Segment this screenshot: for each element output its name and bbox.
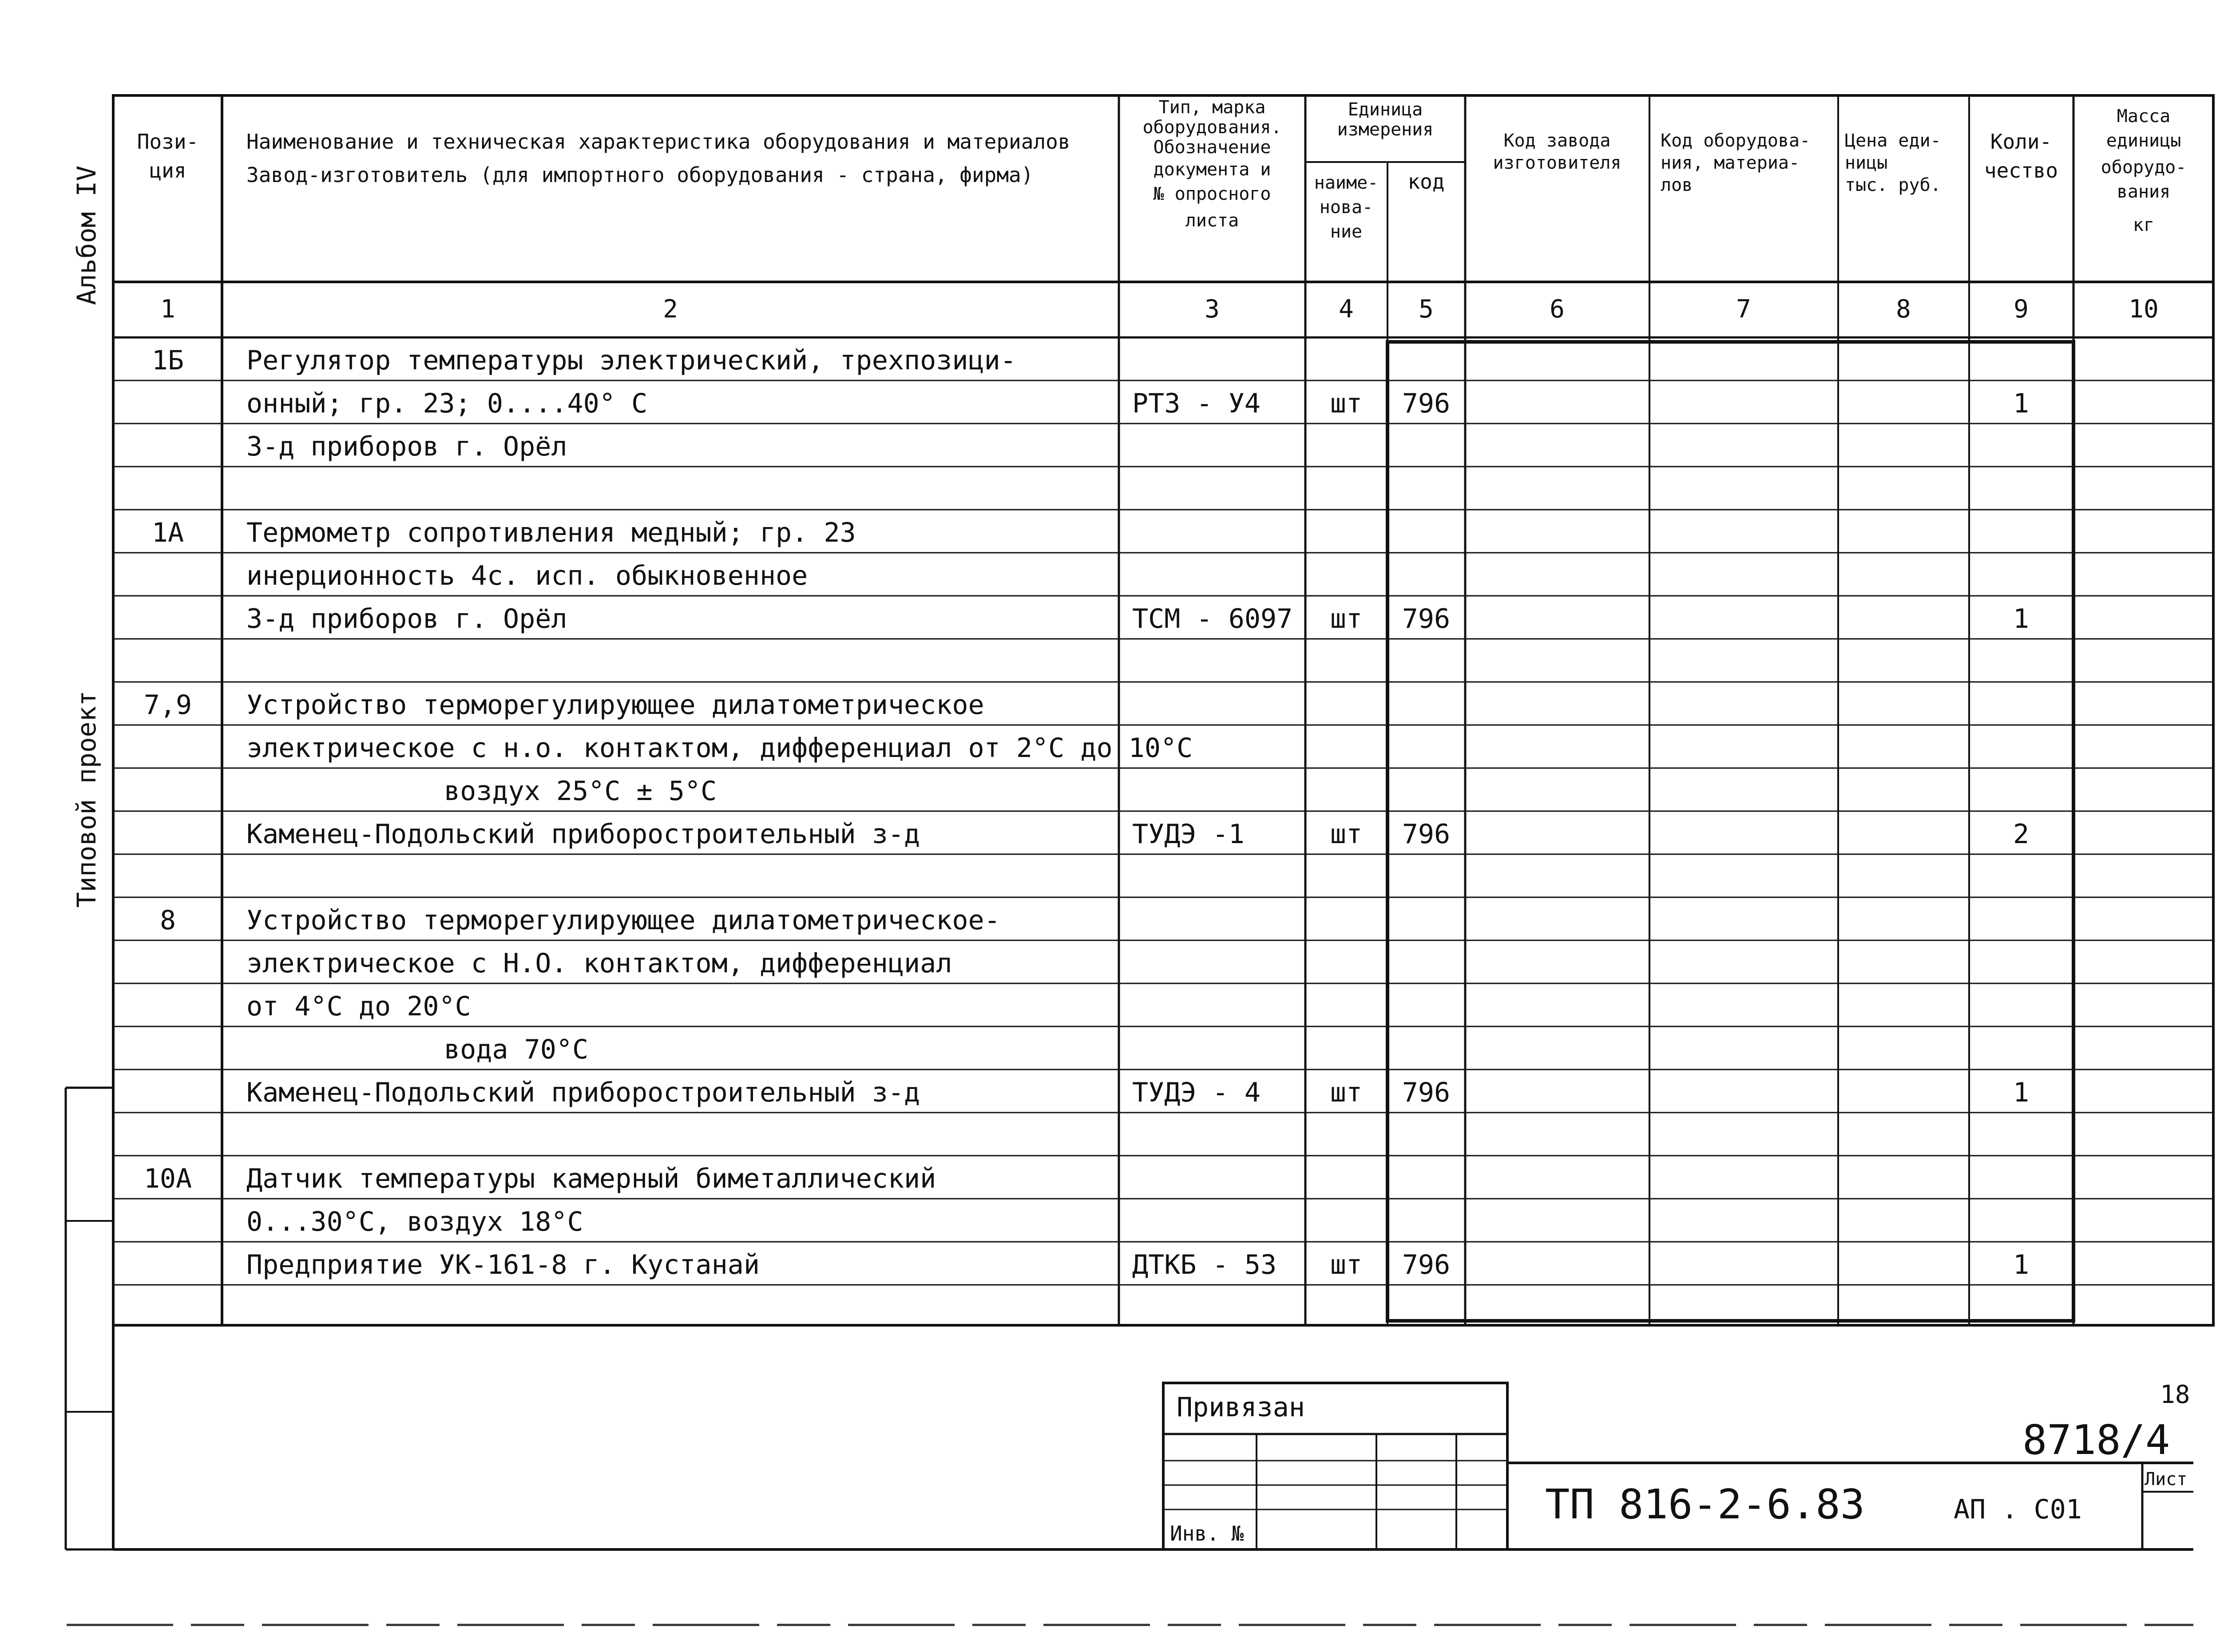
header-text: Цена еди- xyxy=(1845,131,1941,151)
table-row xyxy=(246,431,567,462)
header-text: изготовителя xyxy=(1493,153,1621,173)
table-row xyxy=(246,388,2029,419)
cell-desc: Устройство терморегулирующее дилатометрическое- xyxy=(246,905,1000,936)
header-text: наиме- xyxy=(1314,173,1379,193)
header-text: измерения xyxy=(1337,119,1434,140)
cell-desc: Предприятие УК-161-8 г. Кустанай xyxy=(246,1249,760,1280)
header-text: Обозначение xyxy=(1153,137,1271,158)
header-equip-code xyxy=(1661,131,1810,195)
header-text: оборудо- xyxy=(2101,157,2187,178)
header-position xyxy=(137,130,198,182)
cell-unit: шт xyxy=(1330,388,1363,419)
column-number: 9 xyxy=(2014,295,2029,324)
cell-type: ТСМ - 6097 xyxy=(1132,603,1293,634)
stamp-sheet-code: АП . С01 xyxy=(1954,1494,2082,1525)
cell-code: 796 xyxy=(1402,819,1451,850)
header-text: чество xyxy=(1984,158,2058,182)
header-text: тыс. руб. xyxy=(1845,175,1941,195)
title-block xyxy=(1163,1380,2193,1549)
cell-desc: вода 70°С xyxy=(444,1034,589,1065)
header-text: ция xyxy=(149,158,186,182)
table-row xyxy=(160,905,1000,936)
header-text: листа xyxy=(1185,210,1239,231)
stamp-sheet-label: Лист xyxy=(2145,1469,2188,1490)
header-text: Код завода xyxy=(1503,131,1611,151)
cell-qty: 1 xyxy=(2013,388,2030,419)
header-name xyxy=(246,130,1070,187)
cell-unit: шт xyxy=(1330,603,1363,634)
cell-desc: 0...30°С, воздух 18°С xyxy=(246,1206,583,1237)
cell-type: ТУДЭ -1 xyxy=(1132,819,1245,850)
column-numbers xyxy=(160,295,2159,324)
cell-desc: воздух 25°С ± 5°С xyxy=(444,776,717,807)
cell-unit: шт xyxy=(1330,819,1363,850)
column-number: 4 xyxy=(1339,295,1354,324)
header-text: Наименование и техническая характеристика оборудования и материалов xyxy=(246,130,1070,154)
table-row xyxy=(246,733,1193,764)
header-unit xyxy=(1314,99,1445,242)
header-text: ние xyxy=(1330,222,1363,242)
table-row xyxy=(444,1034,588,1065)
column-number: 1 xyxy=(160,295,175,324)
header-text: ния, материа- xyxy=(1661,153,1800,173)
cell-desc: Устройство терморегулирующее дилатометрическое xyxy=(246,689,984,721)
cell-qty: 1 xyxy=(2013,603,2030,634)
cell-desc: Датчик температуры камерный биметаллический xyxy=(246,1163,936,1194)
cell-code: 796 xyxy=(1402,388,1451,419)
cell-type: РТЗ - У4 xyxy=(1132,388,1261,419)
table-row xyxy=(246,1077,2029,1108)
binding-strip xyxy=(66,1088,2193,1549)
stamp-number: 8718/4 xyxy=(2022,1416,2170,1464)
table-row xyxy=(246,1206,583,1237)
side-project-label: Типовой проект xyxy=(71,690,102,908)
header-text: нова- xyxy=(1319,197,1373,218)
header-mass xyxy=(2101,106,2187,235)
column-number: 7 xyxy=(1736,295,1751,324)
cell-type: ТУДЭ - 4 xyxy=(1132,1077,1261,1108)
stamp-inv-label: Инв. № xyxy=(1170,1521,1244,1545)
cell-desc: онный; гр. 23; 0....40° С xyxy=(246,388,648,419)
table-header xyxy=(137,97,2187,242)
cell-pos: 10А xyxy=(143,1163,192,1194)
header-text: вания xyxy=(2117,182,2171,202)
cell-desc: З-д приборов г. Орёл xyxy=(246,431,567,462)
table-body xyxy=(144,345,2029,1280)
cell-pos: 1А xyxy=(151,517,184,548)
table-row xyxy=(144,1163,936,1194)
column-number: 2 xyxy=(663,295,678,324)
header-text: Тип, марка xyxy=(1158,97,1266,118)
header-type xyxy=(1142,97,1281,231)
header-text: Код оборудова- xyxy=(1661,131,1811,151)
cell-code: 796 xyxy=(1402,1249,1451,1280)
cell-pos: 1Б xyxy=(151,345,184,376)
table-row xyxy=(152,345,1016,376)
cell-desc: от 4°С до 20°С xyxy=(246,991,471,1022)
header-text: Пози- xyxy=(137,130,199,154)
header-qty xyxy=(1984,130,2058,182)
column-number: 8 xyxy=(1896,295,1911,324)
cell-desc: Термометр сопротивления медный; гр. 23 xyxy=(246,517,856,548)
header-text: лов xyxy=(1661,175,1693,195)
cell-qty: 2 xyxy=(2013,819,2030,850)
column-number: 3 xyxy=(1205,295,1220,324)
cell-code: 796 xyxy=(1402,603,1451,634)
cell-unit: шт xyxy=(1330,1249,1363,1280)
cell-unit: шт xyxy=(1330,1077,1363,1108)
cell-qty: 1 xyxy=(2013,1249,2030,1280)
cell-pos: 7,9 xyxy=(143,689,192,721)
header-text: ницы xyxy=(1845,153,1888,173)
column-number: 10 xyxy=(2129,295,2159,324)
table-row xyxy=(246,991,471,1022)
table-row xyxy=(152,517,856,548)
cell-desc: электрическое с н.о. контактом, дифференциал от 2°С до 10°С xyxy=(246,733,1193,764)
header-plant-code xyxy=(1493,131,1621,173)
table-row xyxy=(246,560,808,591)
header-text: Коли- xyxy=(1990,130,2052,154)
header-text: Завод-изготовитель (для импортного оборудования - страна, фирма) xyxy=(246,163,1034,187)
cell-desc: Каменец-Подольский приборостроительный з-д xyxy=(246,1077,920,1108)
cell-type: ДТКБ - 53 xyxy=(1132,1249,1277,1280)
side-album-label: Альбом IV xyxy=(71,165,102,305)
header-text: № опросного xyxy=(1153,184,1271,204)
column-number: 6 xyxy=(1550,295,1565,324)
cell-desc: Регулятор температуры электрический, трехпозици- xyxy=(246,345,1016,376)
cell-qty: 1 xyxy=(2013,1077,2030,1108)
table-row xyxy=(246,603,2029,634)
table-row xyxy=(144,689,984,721)
cell-code: 796 xyxy=(1402,1077,1451,1108)
header-text: документа и xyxy=(1153,159,1271,180)
cell-pos: 8 xyxy=(159,905,176,936)
stamp-attached-label: Привязан xyxy=(1177,1392,1305,1423)
table-row xyxy=(246,819,2029,850)
header-text: кг xyxy=(2133,215,2155,235)
cell-desc: З-д приборов г. Орёл xyxy=(246,603,567,634)
cell-desc: электрическое с Н.О. контактом, дифференциал xyxy=(246,948,952,979)
table-row xyxy=(246,948,952,979)
header-text: единицы xyxy=(2106,131,2181,151)
header-price xyxy=(1845,131,1941,195)
header-text: Масса xyxy=(2117,106,2171,127)
header-text: Единица xyxy=(1348,99,1423,120)
table-row xyxy=(444,776,717,807)
stamp-doc-code: ТП 816-2-6.83 xyxy=(1545,1481,1865,1528)
stamp-sheet-number: 18 xyxy=(2160,1380,2190,1409)
cell-desc: Каменец-Подольский приборостроительный з-д xyxy=(246,819,920,850)
header-text: код xyxy=(1407,170,1445,194)
header-text: оборудования. xyxy=(1142,117,1282,138)
column-number: 5 xyxy=(1419,295,1434,324)
cell-desc: инерционность 4с. исп. обыкновенное xyxy=(246,560,808,591)
table-row xyxy=(246,1249,2029,1280)
